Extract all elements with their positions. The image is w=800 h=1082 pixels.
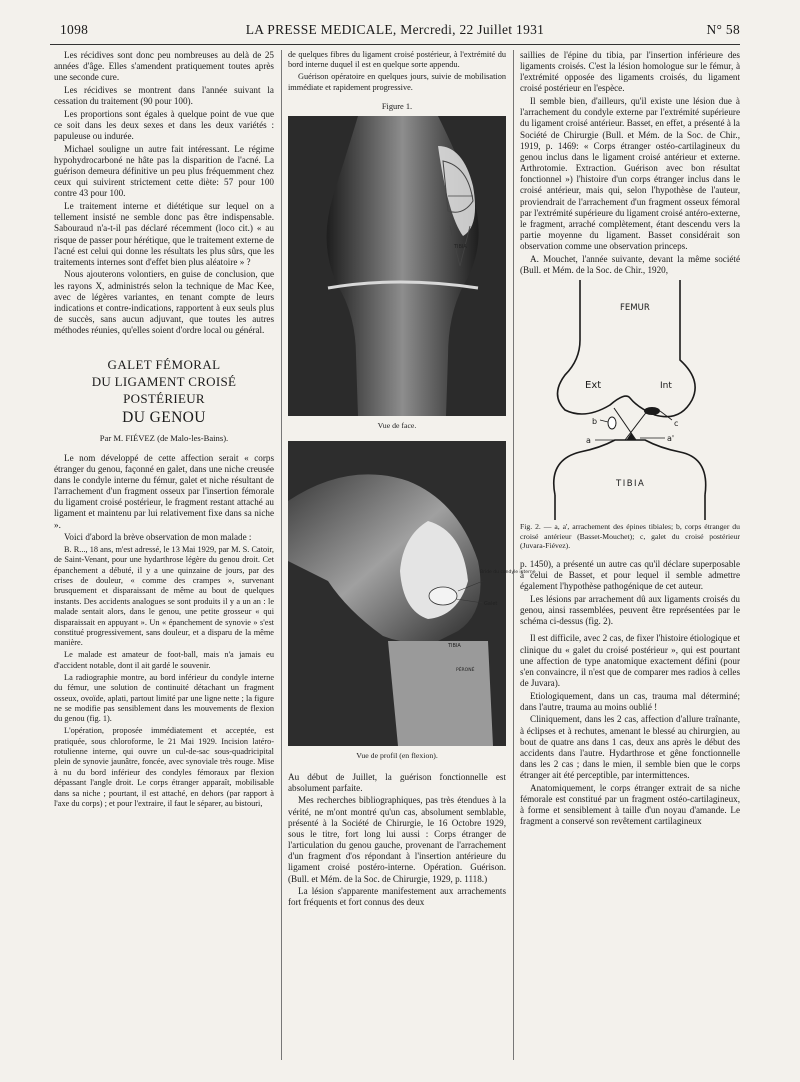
article-heading [54,356,274,444]
paragraph: Il est difficile, avec 2 cas, de fixer l'histoire étiologique et clinique du « galet du croisé postérieur », qui est pourtant une affection de type anatomique exactement défini (pour s'en convaincre, il n'est que de comparer mes radios à celles de Juvara). [520,633,740,688]
paragraph: Le traitement interne et diététique sur lequel on a tellement insisté ne semble donc pas être indispensable. Sabouraud n'a-t-il pas déclaré récemment (loco cit.) « au risque de passer pour hérétique, que le traitement externe de l'acné est celui qui donne les résultats les plus sûrs, que les traitements internes sont d'effet bien plus aléatoire » ? [54,201,274,267]
diagram-label-int: Int [660,381,672,392]
paragraph: Voici d'abord la brève observation de mon malade : [64,532,252,543]
figure-label: Figure 1. [381,102,413,112]
paragraph: Les lésions par arrachement dû aux ligaments croisés du genou, ainsi rassemblées, peuvent être représentées par le schéma ci-dessus (fig. 2). [520,593,740,627]
xray-label: Bride du condyle interne [480,570,536,576]
column-2 [288,50,536,910]
xray-profile-view [288,441,536,746]
paragraph: Le nom développé de cette affection serait « corps étranger du genou, façonné en galet, dans une niche creusée dans le condyle interne du fémur, galet et niche résultant de l'arrachement d'un fragment osseux par l'insertion fémorale du ligament croisé postérieur, le fragment restant attaché au ligament et maintenu par lui relativement fixe dans sa niche ». [54,452,274,530]
diagram-label-b: b [592,417,598,427]
paragraph: Nous ajouterons volontiers, en guise de conclusion, que les rayons X, administrés selon la technique de Mac Kee, avec de légères variantes, en tenant compte de leurs indications et contre-indications, rapportent à eux seuls plus de succès, sans aucun adjuvant, que toutes les autres méthodes réunies, qu'elles soient d'ordre local ou général. [54,269,274,336]
diagram-label-a: a [586,436,591,446]
paragraph: Les proportions sont égales à quelque point de vue que ce soit dans les deux sexes et dans les deux variétés : papuleuse ou indurée. [54,108,274,142]
paragraph: p. 1450), a présenté un autre cas qu'il déclare superposable à celui de Basset, et pour lequel il semble admettre également l'hypothèse pathogénique de cet auteur. [520,558,740,592]
paragraph: de quelques fibres du ligament croisé postérieur, à l'extrémité du bord interne duquel il est en quelque sorte appendu. [288,50,506,70]
figure-caption: Vue de face. [377,421,417,431]
diagram-label-a-prime: a' [667,434,675,444]
xray-label: Galet [484,601,498,608]
byline: Par M. FIÉVEZ (de Malo-les-Bains). [99,433,229,444]
column-1 [54,50,274,811]
paragraph: Cliniquement, dans les 2 cas, affection d'allure traînante, à éclipses et à rechutes, amenant le blessé au chirurgien, au bout de quatre ans dans 1 cas, deux ans après le début des accidents dans l'autre. Hydarthrose et gêne fonctionnelle dans les 2 cas ; dans le mien, il semble bien que le corps étranger ait été perceptible, par intermittences. [520,714,740,781]
paragraph: L'opération, proposée immédiatement et acceptée, est pratiquée, sous chloroforme, le 21 Mai 1929. Incision latéro-rotulienne interne, qui ouvre un cul-de-sac sous-quadricipital plein de synovie jaunâtre, foncée, avec synoviale très rouge. Mise à nu du bord inférieur des condyles fémoraux par flexion dépassant l'angle droit. Le corps étranger apparaît, mobilisable dans sa niche ; pourtant, il est attaché, en dehors (par rapport à l'axe du corps) ; et pour l'extraire, il faut le séparer, au bistouri, [54,726,274,809]
page-header [50,22,740,44]
xray-label: TIBIA [454,244,467,251]
page-number: 1098 [60,22,89,37]
column-separator [513,50,514,1060]
xray-front-image [288,116,506,416]
xray-front-view [288,116,506,416]
case-observation [54,545,274,810]
figure-caption: Vue de profil (en flexion). [356,751,438,761]
header-rule [50,44,740,45]
article-title-line: GALET FÉMORAL [107,357,221,373]
paragraph: Anatomiquement, le corps étranger extrait de sa niche fémorale est constitué par un fragment ostéo-cartilagineux, à forme et sensiblement à taille d'un noyau d'amande. Le fragment a conservé son revêtement cartilagineux [520,782,740,827]
paragraph: Mes recherches bibliographiques, pas très étendues à la vérité, ne m'ont montré qu'un cas, absolument semblable, présenté à la Société de Chirurgie, le 16 Octobre 1929, sous le titre, fort long lui aussi : Corps étranger de l'articulation du genou gauche, provenant de l'arrachement d'un fragment d'os répondant à l'insertion antérieure du ligament croisé postéro-interne. Opération. Guérison. (Bull. et Mém. de la Soc. de Chirurgie, 1929, p. 1118.) [288,795,506,884]
paragraph: Au début de Juillet, la guérison fonctionnelle est absolument parfaite. [288,771,506,793]
diagram-label-c: c [674,419,679,429]
paragraph: Guérison opératoire en quelques jours, suivie de mobilisation immédiate et rapidement progressive. [288,72,506,92]
paragraph: saillies de l'épine du tibia, par l'insertion inférieure des ligaments croisés. C'est la lésion homologue sur le fémur, à l'extrémité opposée des ligaments croisés, du ligament croisé postérieur en l'espèce. [520,50,740,94]
column-3 [520,50,740,829]
issue-number: N° 58 [706,22,740,37]
paragraph: A. Mouchet, l'année suivante, devant la même société (Bull. et Mém. de la Soc. de Chir., 1920, [520,253,740,275]
xray-profile-image [288,441,536,746]
figure-2-caption: Fig. 2. — a, a', arrachement des épines tibiales; b, corps étranger du croisé antérieur (Basset-Mouchet); c, galet du croisé postérieur (Juvara-Fiévez). [520,522,740,551]
paragraph: Il semble bien, d'ailleurs, qu'il existe une lésion due à l'arrachement du condyle externe par l'extrémité supérieure du ligament croisé antérieur. Basset, en effet, a présenté à la Société de Chirurgie (Bull. et Mém. de la Soc. de Chir., 1919, p. 1469: « Corps étranger ostéo-cartilagineux du genou inclus dans le ligament croisé antérieur et externe. Arthrotomie. Extraction. Guérison avec bon résultat fonctionnel ») l'histoire d'un corps étranger inclus dans le croisé antérieur, mais qui, selon l'hypothèse de l'auteur, proviendrait de l'arrachement d'un fragment osseux fémoral par l'extrémité supérieure du ligament croisé antéro-externe, le fragment, arraché complètement, étant descendu vers la partie moyenne du ligament. Basset considérait son observation comme une observation princeps. [520,96,740,252]
paragraph: Le malade est amateur de foot-ball, mais n'a jamais eu d'accident notable, dont il ait gardé le souvenir. [54,650,274,670]
diagram-label-femur: FEMUR [620,303,650,314]
diagram-label-ext: Ext [585,380,602,392]
paragraph: Les récidives sont donc peu nombreuses au delà de 25 années d'âge. Elles s'amendent pratiquement toutes après une seconde cure. [54,50,274,83]
column-separator [281,50,282,1060]
article-title-line: DU LIGAMENT CROISÉ POSTÉRIEUR [91,374,237,407]
knee-ligament-diagram [530,280,730,520]
paragraph: Les récidives se montrent dans l'année suivant la cessation du traitement (90 pour 100). [54,84,274,107]
paragraph: La radiographie montre, au bord inférieur du condyle interne du fémur, une solution de continuité détachant un fragment osseux, ovoïde, aplati, partout limité par une ligne nette ; la figure ne se modifie pas sensiblement dans les mouvements de flexion du genou (fig. 1). [54,672,274,724]
xray-label: TIBIA [448,643,461,650]
diagram-label-tibia: TIBIA [616,479,646,490]
paragraph: B. R..., 18 ans, m'est adressé, le 13 Mai 1929, par M. S. Catoir, de Saint-Venant, pour une hydarthrose légère du genou droit. Cet épanchement a débuté, il y a une quinzaine de jours, par des crises de douleur, « comme des crampes », survenant brusquement et disparaissant de même au bout de quelques instants. Des accidents analogues se sont produits il y a un an : le malade sentait alors, dans le genou, une petite grosseur « qui disparaissait en appuyant ». Un « épanchement de synovie » s'est constitué progressivement, sans douleur, et a disparu de la même manière. [54,544,274,648]
xray-label: PÉRONÉ [456,668,475,674]
paragraph: Etiologiquement, dans un cas, trauma mal déterminé; dans l'autre, trauma au moins oublié ! [520,690,740,712]
article-title-line: DU GENOU [122,409,206,427]
paragraph: Michael souligne un autre fait intéressant. Le régime hypohydrocarboné ne hâte pas la disparition de l'acné. La guérison demeura définitive un peu plus fréquemment chez ceux qui suivirent strictement cette diète: 57 pour 100 contre 43 pour 100. [54,143,274,199]
journal-title: LA PRESSE MEDICALE, Mercredi, 22 Juillet 1931 [245,22,545,37]
paragraph: La lésion s'apparente manifestement aux arrachements fort fréquents et fort connus des deux [288,886,506,908]
